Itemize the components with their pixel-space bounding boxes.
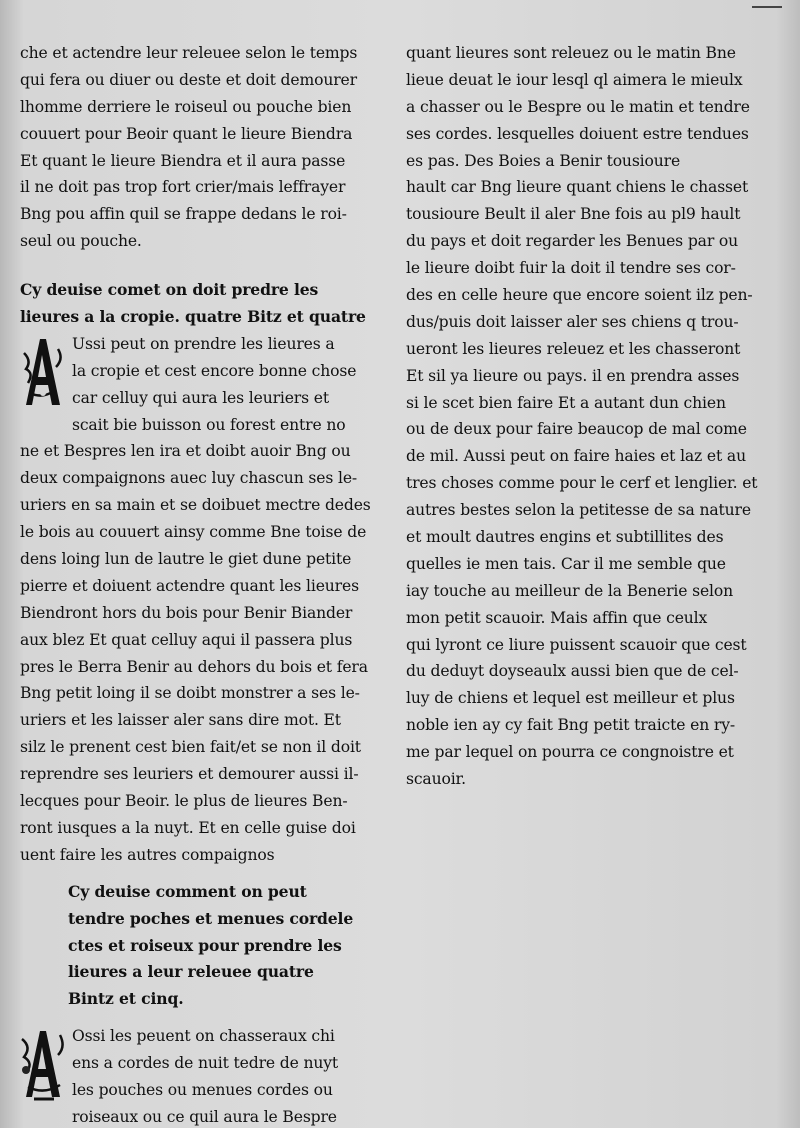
text-line: silz le prenent cest bien fait/et se non il doit — [20, 738, 361, 757]
heading-line: Cy deuise comet on doit predre les — [20, 280, 319, 300]
heading-line: Bintz et cinq. — [68, 989, 184, 1009]
text-line: le lieure doibt fuir la doit il tendre ses cor- — [406, 259, 736, 278]
text-line: noble ien ay cy fait Bng petit traicte en ry- — [406, 716, 735, 735]
right-column — [406, 40, 772, 793]
text-line: pres le Berra Benir au dehors du bois et fera — [20, 657, 368, 676]
text-line: lhomme derriere le roiseul ou pouche bien — [20, 97, 352, 116]
text-line: tres choses comme pour le cerf et lenglier. et — [406, 474, 758, 493]
text-line: me par lequel on pourra ce congnoistre et — [406, 743, 734, 762]
left-column — [20, 40, 382, 1128]
ink-dot — [22, 1066, 30, 1074]
text-line: dus/puis doit laisser aler ses chiens q trou- — [406, 312, 739, 331]
text-line: che et actendre leur releuee selon le temps — [20, 44, 358, 62]
text-line: pierre et doiuent actendre quant les lieures — [20, 576, 359, 595]
text-line: des en celle heure que encore soient ilz pen- — [406, 286, 753, 305]
text-line: a chasser ou le Bespre ou le matin et tendre — [406, 97, 750, 116]
paragraph-1 — [20, 40, 382, 255]
drop-cap-initial-icon — [20, 1025, 66, 1103]
heading-line: ctes et roiseux pour prendre les — [68, 935, 342, 955]
text-line: qui fera ou diuer ou deste et doit demourer — [20, 70, 357, 89]
text-line: quelles ie men tais. Car il me semble que — [406, 554, 726, 573]
text-line: si le scet bien faire Et a autant dun chien — [406, 393, 726, 412]
text-line: ront iusques a la nuyt. Et en celle guise doi — [20, 818, 356, 837]
text-line: reprendre ses leuriers et demourer aussi il- — [20, 765, 359, 784]
paragraph-3 — [20, 1023, 382, 1128]
text-line: du deduyt doyseaulx aussi bien que de cel- — [406, 662, 739, 681]
text-line: scait bie buisson ou forest entre no — [72, 415, 346, 434]
text-line: Ussi peut on prendre les lieures a — [72, 334, 335, 353]
paragraph-2 — [20, 331, 382, 869]
heading-line: lieures a la cropie. quatre Bitz et quatre — [20, 307, 366, 327]
text-line: ses cordes. lesquelles doiuent estre tendues — [406, 124, 749, 143]
text-line: les pouches ou menues cordes ou — [72, 1080, 333, 1099]
text-line: scauoir. — [406, 770, 466, 789]
text-line: uriers et les laisser aler sans dire mot. Et — [20, 711, 341, 730]
text-line: le bois au couuert ainsy comme Bne toise de — [20, 523, 367, 542]
text-line: Biendront hors du bois pour Benir Biander — [20, 603, 353, 622]
text-line: tousioure Beult il aler Bne fois au pl9 hault — [406, 205, 741, 224]
text-line: aux blez Et quat celluy aqui il passera plus — [20, 630, 353, 649]
text-line: Bng petit loing il se doibt monstrer a ses le- — [20, 684, 360, 703]
text-line: seul ou pouche. — [20, 232, 142, 251]
text-line: luy de chiens et lequel est meilleur et plus — [406, 689, 735, 708]
text-line: mon petit scauoir. Mais affin que ceulx — [406, 608, 708, 627]
text-line: iay touche au meilleur de la Benerie selon — [406, 581, 734, 600]
text-line: il ne doit pas trop fort crier/mais leffrayer — [20, 178, 346, 197]
text-line: es pas. Des Boies a Benir tousioure — [406, 151, 681, 170]
text-line: qui lyront ce liure puissent scauoir que cest — [406, 635, 747, 654]
text-line: ou de deux pour faire beaucop de mal come — [406, 420, 747, 439]
drop-cap-initial-icon — [20, 333, 66, 411]
text-line: autres bestes selon la petitesse de sa nature — [406, 501, 751, 520]
text-line: ueront les lieures releuez et les chasseront — [406, 339, 741, 358]
text-line: lecques pour Beoir. le plus de lieures Ben- — [20, 792, 348, 811]
page-edge-mark — [752, 0, 782, 8]
text-line: Bng pou affin quil se frappe dedans le roi- — [20, 205, 347, 224]
chapter-heading-2 — [20, 879, 382, 1013]
text-line: quant lieures sont releuez ou le matin Bne — [406, 44, 736, 62]
text-line: de mil. Aussi peut on faire haies et laz et au — [406, 447, 746, 466]
heading-line: lieures a leur releuee quatre — [68, 962, 314, 982]
text-line: deux compaignons auec luy chascun ses le- — [20, 469, 358, 488]
text-line: ne et Bespres len ira et doibt auoir Bng ou — [20, 442, 351, 461]
text-line: du pays et doit regarder les Benues par ou — [406, 232, 739, 251]
text-line: hault car Bng lieure quant chiens le chasset — [406, 178, 749, 197]
text-line: Et quant le lieure Biendra et il aura passe — [20, 151, 346, 170]
text-line: car celluy qui aura les leuriers et — [72, 388, 329, 407]
text-line: Ossi les peuent on chasseraux chi — [72, 1027, 335, 1046]
heading-line: Cy deuise comment on peut — [68, 881, 307, 901]
text-line: lieue deuat le iour lesql ql aimera le mieulx — [406, 70, 743, 89]
text-line: dens loing lun de lautre le giet dune petite — [20, 550, 352, 569]
text-line: la cropie et cest encore bonne chose — [72, 361, 357, 380]
heading-line: tendre poches et menues cordele — [68, 908, 354, 928]
text-line: Et sil ya lieure ou pays. il en prendra asses — [406, 366, 740, 385]
text-line: couuert pour Beoir quant le lieure Biendra — [20, 124, 353, 143]
text-line: ens a cordes de nuit tedre de nuyt — [72, 1054, 339, 1073]
text-line: roiseaux ou ce quil aura le Bespre — [72, 1107, 337, 1126]
chapter-heading-1 — [20, 277, 382, 331]
text-line: uent faire les autres compaignos — [20, 845, 275, 864]
text-line: et moult dautres engins et subtillites des — [406, 528, 724, 547]
text-line: uriers en sa main et se doibuet mectre dedes — [20, 496, 371, 515]
